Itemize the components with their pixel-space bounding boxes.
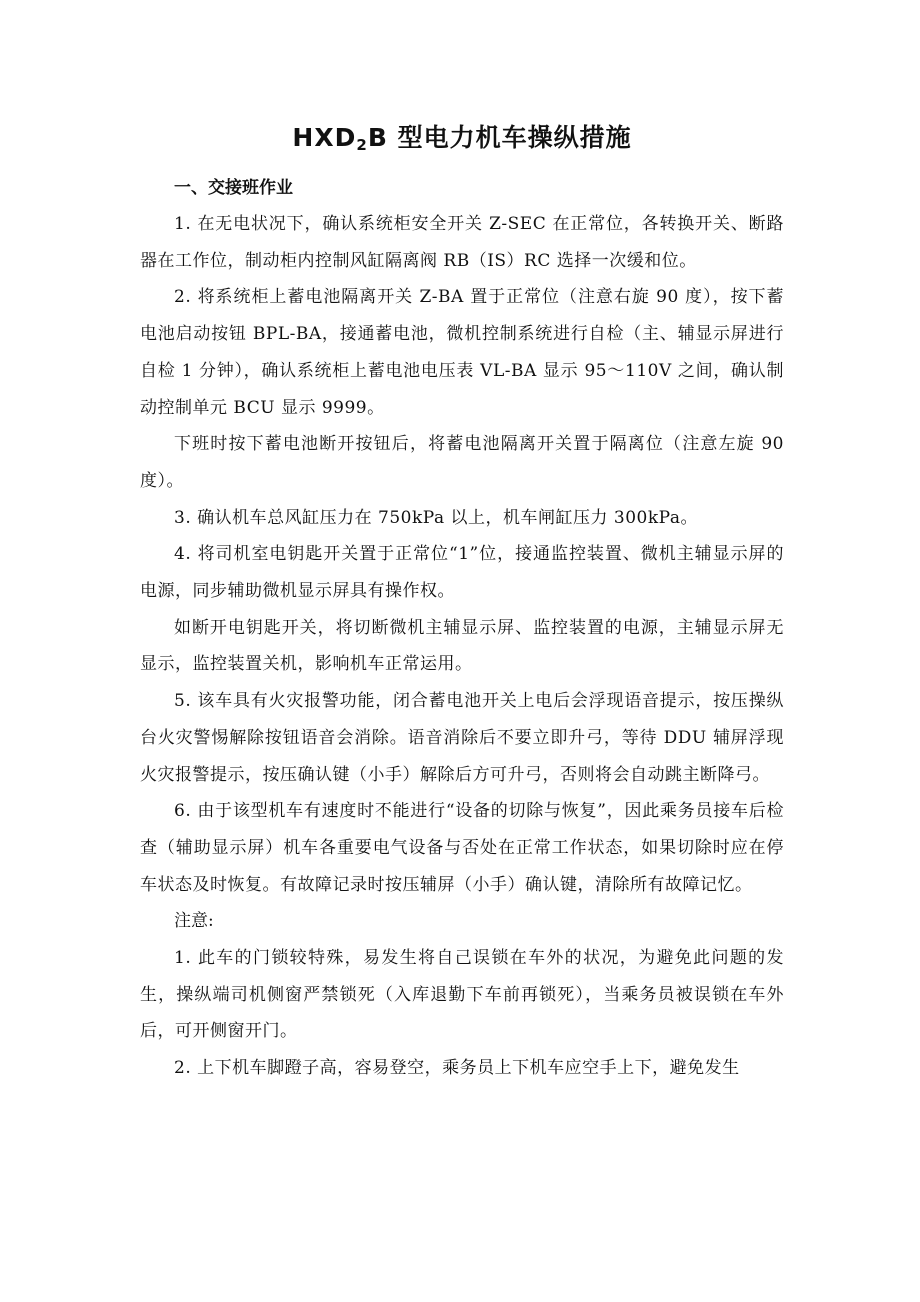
document-title xyxy=(140,112,784,164)
note-label: 注意: xyxy=(174,911,214,932)
title-prefix: HXD xyxy=(292,123,357,152)
document-page xyxy=(140,112,784,1087)
paragraph: 下班时按下蓄电池断开按钮后，将蓄电池隔离开关置于隔离位（注意左旋 90 度）。 xyxy=(140,434,784,491)
paragraph: 4. 将司机室电钥匙开关置于正常位“1”位，接通监控装置、微机主辅显示屏的电源，同步辅助微机显示屏具有操作权。 xyxy=(140,544,784,602)
paragraph: 6. 由于该型机车有速度时不能进行“设备的切除与恢复”，因此乘务员接车后检查（辅助显示屏）机车各重要电气设备与否处在正常工作状态，如果切除时应在停车状态及时恢复。有故障记录时按压辅屏（小手）确认键，清除所有故障记忆。 xyxy=(140,801,784,895)
paragraph: 2. 将系统柜上蓄电池隔离开关 Z-BA 置于正常位（注意右旋 90 度），按下蓄电池启动按钮 BPL-BA，接通蓄电池，微机控制系统进行自检（主、辅显示屏进行自检 1 分钟），确认系统柜上蓄电池电压表 VL-BA 显示 95～110V 之间，确认制动控制单元 BCU 显示 9999。 xyxy=(140,287,784,418)
note-item: 2. 上下机车脚蹬子高，容易登空，乘务员上下机车应空手上下，避免发生 xyxy=(174,1058,740,1079)
paragraph: 3. 确认机车总风缸压力在 750kPa 以上，机车闸缸压力 300kPa。 xyxy=(174,507,698,528)
title-subscript: 2 xyxy=(356,136,368,154)
paragraph: 1. 在无电状况下，确认系统柜安全开关 Z-SEC 在正常位，各转换开关、断路器在工作位，制动柜内控制风缸隔离阀 RB（IS）RC 选择一次缓和位。 xyxy=(140,214,784,271)
paragraph: 5. 该车具有火灾报警功能，闭合蓄电池开关上电后会浮现语音提示，按压操纵台火灾警惕解除按钮语音会消除。语音消除后不要立即升弓，等待 DDU 辅屏浮现火灾报警提示，按压确认键（小手）解除后方可升弓，否则将会自动跳主断降弓。 xyxy=(140,691,784,785)
paragraph: 如断开电钥匙开关，将切断微机主辅显示屏、监控装置的电源，主辅显示屏无显示，监控装置关机，影响机车正常运用。 xyxy=(140,617,784,675)
section-heading: 一、交接班作业 xyxy=(174,178,293,198)
note-item: 1. 此车的门锁较特殊，易发生将自己误锁在车外的状况，为避免此问题的发生，操纵端司机侧窗严禁锁死（入库退勤下车前再锁死），当乘务员被误锁在车外后，可开侧窗开门。 xyxy=(140,948,784,1042)
title-suffix: B 型电力机车操纵措施 xyxy=(367,123,632,152)
